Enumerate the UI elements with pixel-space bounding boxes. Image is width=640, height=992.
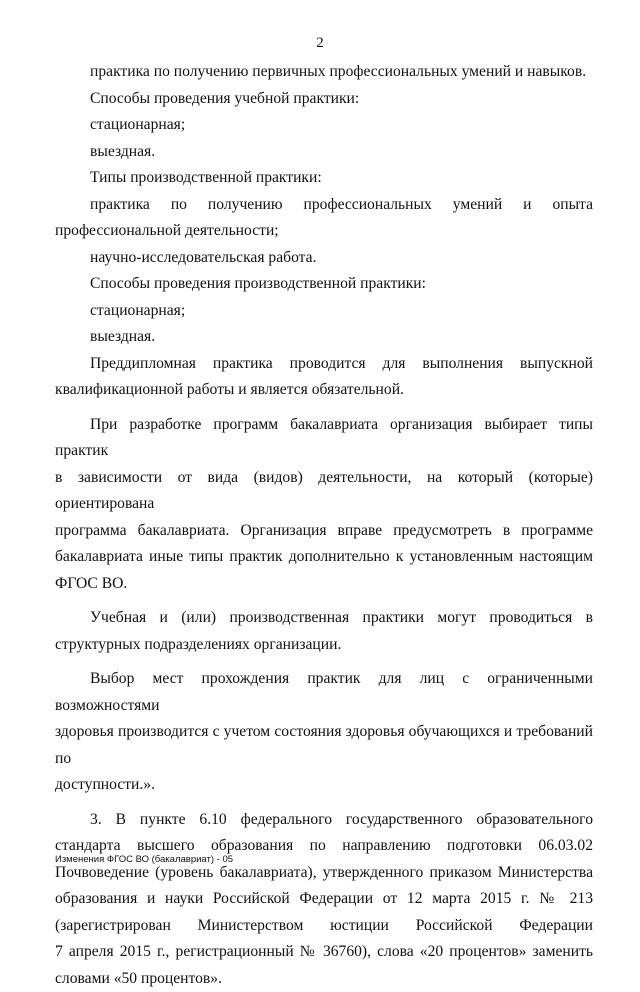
paragraph: научно-исследовательская работа. — [55, 245, 593, 272]
paragraph-line: Преддипломная практика проводится для выполнения выпускной — [55, 351, 593, 378]
paragraph-line: ФГОС ВО. — [55, 571, 593, 598]
footer-note: Изменения ФГОС ВО (бакалавриат) - 05 — [55, 854, 233, 865]
paragraph-line: в зависимости от вида (видов) деятельности, на который (которые) ориентирована — [55, 465, 593, 518]
paragraph-line: структурных подразделениях организации. — [55, 632, 593, 659]
paragraph-line: образования и науки Российской Федерации от 12 марта 2015 г. № 213 — [55, 886, 593, 913]
paragraph-line: 7 апреля 2015 г., регистрационный № 36760), слова «20 процентов» заменить — [55, 939, 593, 966]
paragraph-line: профессиональной деятельности; — [55, 218, 593, 245]
paragraph: стационарная; — [55, 298, 593, 325]
paragraph-line: программа бакалавриата. Организация вправе предусмотреть в программе — [55, 518, 593, 545]
paragraph: Способы проведения учебной практики: — [55, 86, 593, 113]
paragraph: практика по получению первичных профессиональных умений и навыков. — [55, 59, 593, 86]
paragraph: выездная. — [55, 139, 593, 166]
paragraph-line: доступности.». — [55, 772, 593, 799]
paragraph: Типы производственной практики: — [55, 165, 593, 192]
page-number: 2 — [0, 35, 640, 52]
paragraph: выездная. — [55, 324, 593, 351]
paragraph-line: здоровья производится с учетом состояния здоровья обучающихся и требований по — [55, 719, 593, 772]
paragraph: Способы проведения производственной практики: — [55, 271, 593, 298]
paragraph: стационарная; — [55, 112, 593, 139]
paragraph-line: При разработке программ бакалавриата организация выбирает типы практик — [55, 412, 593, 465]
paragraph-line: практика по получению профессиональных умений и опыта — [55, 192, 593, 219]
paragraph-line: квалификационной работы и является обязательной. — [55, 377, 593, 404]
paragraph-line: бакалавриата иные типы практик дополнительно к установленным настоящим — [55, 544, 593, 571]
document-body — [55, 59, 593, 992]
paragraph-line: Учебная и (или) производственная практики могут проводиться в — [55, 605, 593, 632]
paragraph-line: стандарта высшего образования по направлению подготовки 06.03.02 — [55, 833, 593, 860]
paragraph-line: Выбор мест прохождения практик для лиц с ограниченными возможностями — [55, 666, 593, 719]
paragraph-line: 3. В пункте 6.10 федерального государственного образовательного — [55, 807, 593, 834]
paragraph-line: (зарегистрирован Министерством юстиции Российской Федерации — [55, 913, 593, 940]
paragraph-line: Почвоведение (уровень бакалавриата), утвержденного приказом Министерства — [55, 860, 593, 887]
paragraph-line: словами «50 процентов». — [55, 966, 593, 992]
